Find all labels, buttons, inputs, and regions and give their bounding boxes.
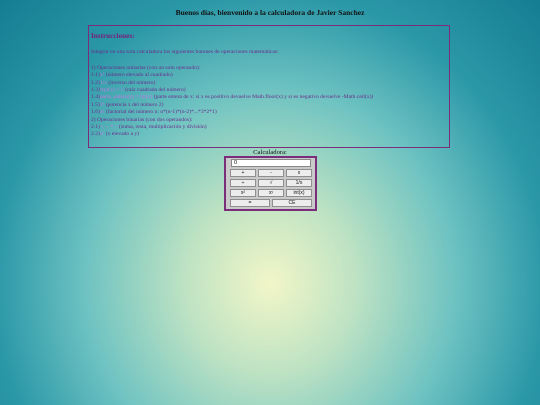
plus-button[interactable]: + [230, 169, 256, 177]
calculator-display[interactable]: 0 [231, 159, 311, 167]
instruction-item: 1.2)1/x (inverso del número) [91, 79, 156, 86]
page-title: Buenos días, bienvenido a la calculadora de Javier Sanchez [175, 8, 365, 17]
unary-heading: 1) Operaciones unitarias (con un solo operando): [91, 64, 201, 71]
power-button[interactable]: xʸ [258, 189, 284, 197]
binary-heading: 2) Operaciones binarias (con dos operandos): [91, 116, 193, 123]
divide-button[interactable]: ÷ [230, 179, 256, 187]
square-button[interactable]: x² [230, 189, 256, 197]
multiply-button[interactable]: x [286, 169, 312, 177]
calculator-label: Calculadora: [253, 149, 287, 156]
instructions-intro: Integrar en una sola calculadora los siguientes botones de operaciones matemáticas: [91, 49, 279, 56]
clear-button[interactable]: CE [272, 199, 312, 207]
instruction-item: 2.2)xʸ (x elevado a y) [91, 131, 140, 138]
instruction-item: 1.1)x² (número elevado al cuadrado) [91, 72, 173, 79]
instruction-item: 1.6)n! (factorial del número n: n*(n-1)*(n-2)*...*3*2*1) [91, 109, 217, 116]
instruction-item: 2.1)+, -, *, / (suma, resta, multiplicación y división) [91, 124, 207, 131]
instruction-item: 1.4)parte_entera(x) = int(x) (parte entera de x: si x es positivo devuelve Math.floor(x) y si es negativo devuelve -Math.ceil(x)) [91, 94, 374, 101]
instruction-item: 1.5)2ˣ (potencia x del número 2) [91, 101, 164, 108]
calculator [224, 156, 317, 211]
instruction-item: 1.3)sqrt(x) = √ (raíz cuadrada del número) [91, 87, 186, 94]
sqrt-button[interactable]: √ [258, 179, 284, 187]
equals-button[interactable]: = [230, 199, 270, 207]
minus-button[interactable]: - [258, 169, 284, 177]
instructions-panel [88, 25, 450, 148]
int-button[interactable]: int(x) [286, 189, 312, 197]
instructions-title: Instrucciones: [91, 32, 135, 40]
inverse-button[interactable]: 1/x [286, 179, 312, 187]
